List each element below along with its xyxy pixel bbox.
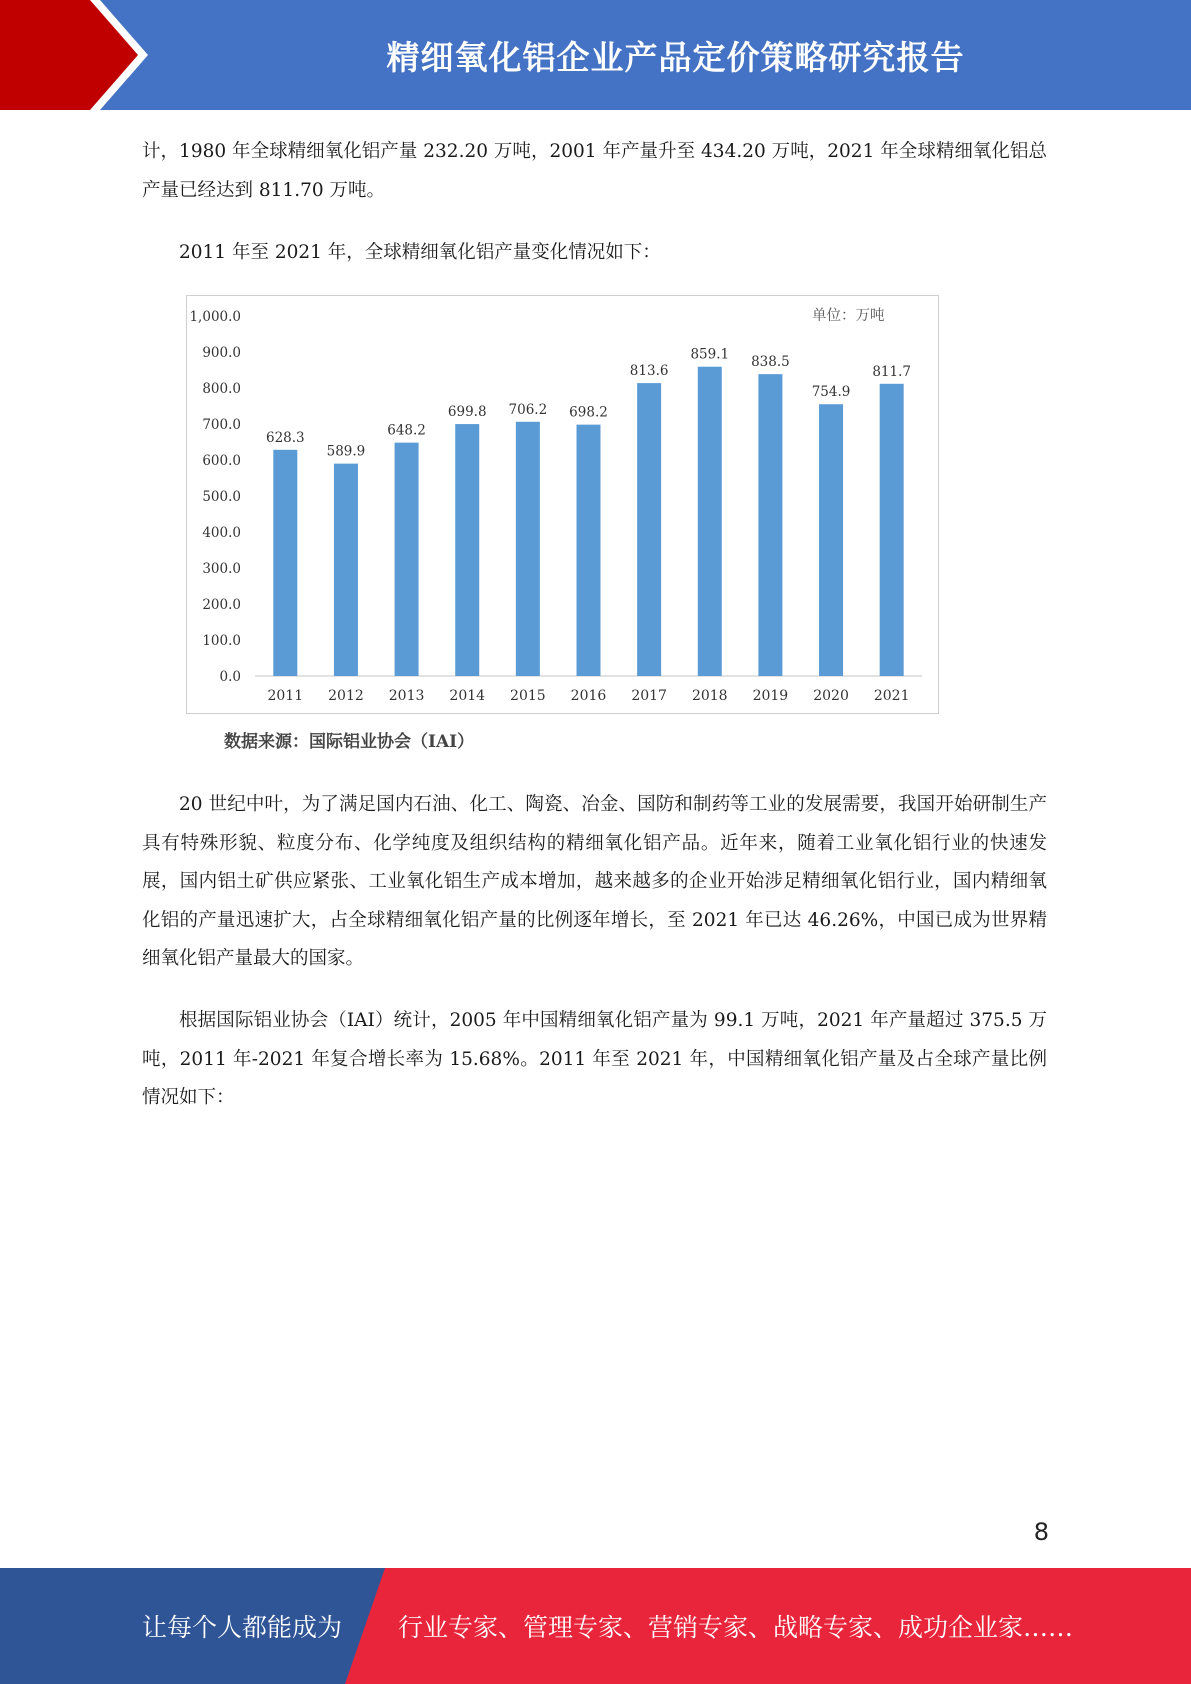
bar [395,443,419,676]
chart-source: 数据来源：国际铝业协会（IAI） [224,732,475,752]
bar [698,367,722,676]
y-tick-label: 500.0 [202,489,241,505]
data-label: 811.7 [872,363,912,380]
x-tick-label: 2015 [510,688,546,704]
y-tick-label: 0.0 [219,669,241,685]
data-label: 754.9 [811,384,851,401]
x-tick-label: 2017 [631,688,667,704]
y-tick-label: 100.0 [202,633,241,649]
data-label: 589.9 [326,443,366,460]
bar-chart-canvas [187,296,940,715]
y-tick-label: 800.0 [202,381,241,397]
page-title: 精细氧化铝企业产品定价策略研究报告 [386,37,965,77]
data-label: 698.2 [569,404,608,421]
data-label: 699.8 [447,404,487,421]
x-tick-label: 2013 [388,688,425,704]
data-label: 838.5 [751,354,790,371]
footer-slogan-right: 行业专家、管理专家、营销专家、战略专家、成功企业家…… [398,1613,1074,1642]
y-tick-label: 400.0 [202,525,241,541]
bar-chart [186,295,939,714]
y-tick-label: 300.0 [202,561,241,577]
x-tick-label: 2016 [570,688,607,704]
x-tick-label: 2012 [328,688,364,704]
x-tick-label: 2021 [873,688,910,704]
y-tick-label: 700.0 [202,417,241,433]
footer-banner [0,1568,1191,1684]
bar [819,404,843,676]
unit-label: 单位：万吨 [812,308,885,324]
data-label: 628.3 [265,429,305,446]
x-tick-label: 2019 [752,688,789,704]
x-tick-label: 2014 [449,688,486,704]
data-label: 648.2 [387,422,426,439]
y-tick-label: 900.0 [202,345,241,361]
footer-slogan-left: 让每个人都能成为 [142,1613,343,1642]
x-tick-label: 2018 [691,688,728,704]
x-tick-label: 2011 [267,688,304,704]
bar [273,450,297,676]
y-tick-label: 600.0 [202,453,241,469]
bar [516,422,540,676]
paragraph-global-production: 计，1980 年全球精细氧化铝产量 232.20 万吨，2001 年产量升至 434.20 万吨，2021 年全球精细氧化铝总产量已经达到 811.70 万吨。 [142,141,1047,201]
page-number: 8 [1033,1518,1049,1546]
data-label: 706.2 [508,401,548,418]
y-tick-label: 200.0 [202,597,241,613]
bar [334,464,358,676]
data-label: 813.6 [629,363,669,380]
bar [455,424,479,676]
paragraph-china-development: 20 世纪中叶，为了满足国内石油、化工、陶瓷、冶金、国防和制药等工业的发展需要，我国开始研制生产具有特殊形貌、粒度分布、化学纯度及组织结构的精细氧化铝产品。近年来，随着工业氧化铝行业的快速发展，国内铝土矿供应紧张、工业氧化铝生产成本增加，越来越多的企业开始涉足精细氧化铝行业，国内精细氧化铝的产量迅速扩大，占全球精细氧化铝产量的比例逐年增长，至 2021 年已达 46.26%，中国已成为世界精细氧化铝产量最大的国家。 [142,794,1047,969]
bar [577,425,601,676]
x-tick-label: 2020 [813,688,849,704]
header-banner [0,0,1191,110]
bar [880,384,904,676]
bar [637,383,661,676]
data-label: 859.1 [690,346,730,363]
y-tick-label: 1,000.0 [189,309,241,325]
bar [758,374,782,676]
paragraph-chart-intro: 2011 年至 2021 年，全球精细氧化铝产量变化情况如下： [179,242,661,263]
paragraph-china-production: 根据国际铝业协会（IAI）统计，2005 年中国精细氧化铝产量为 99.1 万吨，2021 年产量超过 375.5 万吨，2011 年-2021 年复合增长率为 15.68%。2011 年至 2021 年，中国精细氧化铝产量及占全球产量比例情况如下： [142,1010,1047,1108]
